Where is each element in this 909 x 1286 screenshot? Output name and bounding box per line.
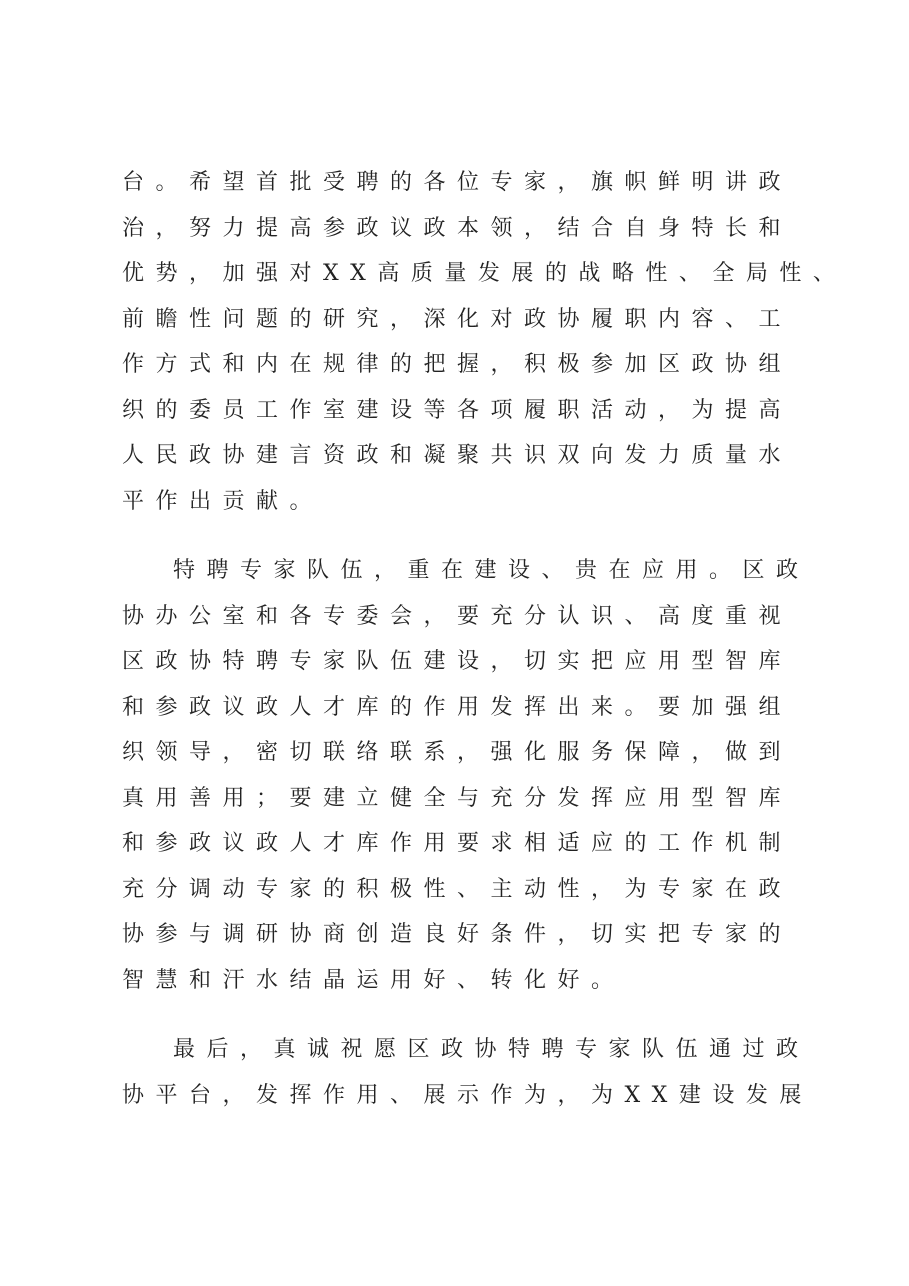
paragraph-2 (122, 548, 810, 1003)
text-line: 台。希望首批受聘的各位专家，旗帜鲜明讲政 (122, 170, 793, 195)
text-line: 治，努力提高参政议政本领，结合自身特长和 (122, 215, 793, 241)
document-body (122, 160, 847, 1142)
text-line: 协平台，发挥作用、展示作为，为XX建设发展 (122, 1082, 813, 1108)
text-line: 协参与调研协商创造良好条件，切实把专家的 (122, 922, 793, 947)
text-line: 织的委员工作室建设等各项履职活动，为提高 (122, 397, 793, 423)
paragraph-3 (122, 1027, 813, 1118)
text-line: 和参政议政人才库的作用发挥出来。要加强组 (122, 694, 793, 720)
text-line: 特聘专家队伍，重在建设、贵在应用。区政 (173, 558, 810, 583)
text-line: 协办公室和各专委会，要充分认识、高度重视 (122, 603, 793, 629)
text-line: 充分调动专家的积极性、主动性，为专家在政 (122, 876, 793, 902)
text-line: 作方式和内在规律的把握，积极参加区政协组 (122, 352, 793, 377)
text-line: 人民政协建言资政和凝聚共识双向发力质量水 (122, 443, 793, 468)
text-line: 真用善用；要建立健全与充分发挥应用型智库 (122, 785, 793, 811)
text-line: 最后，真诚祝愿区政协特聘专家队伍通过政 (173, 1037, 810, 1062)
text-line: 智慧和汗水结晶运用好、转化好。 (122, 967, 625, 993)
paragraph-1 (122, 160, 847, 524)
text-line: 优势，加强对XX高质量发展的战略性、全局性、 (122, 261, 847, 286)
text-line: 前瞻性问题的研究，深化对政协履职内容、工 (122, 306, 793, 332)
text-line: 织领导，密切联络联系，强化服务保障，做到 (122, 740, 793, 765)
text-line: 和参政议政人才库作用要求相适应的工作机制 (122, 831, 793, 856)
text-line: 平作出贡献。 (122, 488, 324, 514)
text-line: 区政协特聘专家队伍建设，切实把应用型智库 (122, 649, 793, 674)
